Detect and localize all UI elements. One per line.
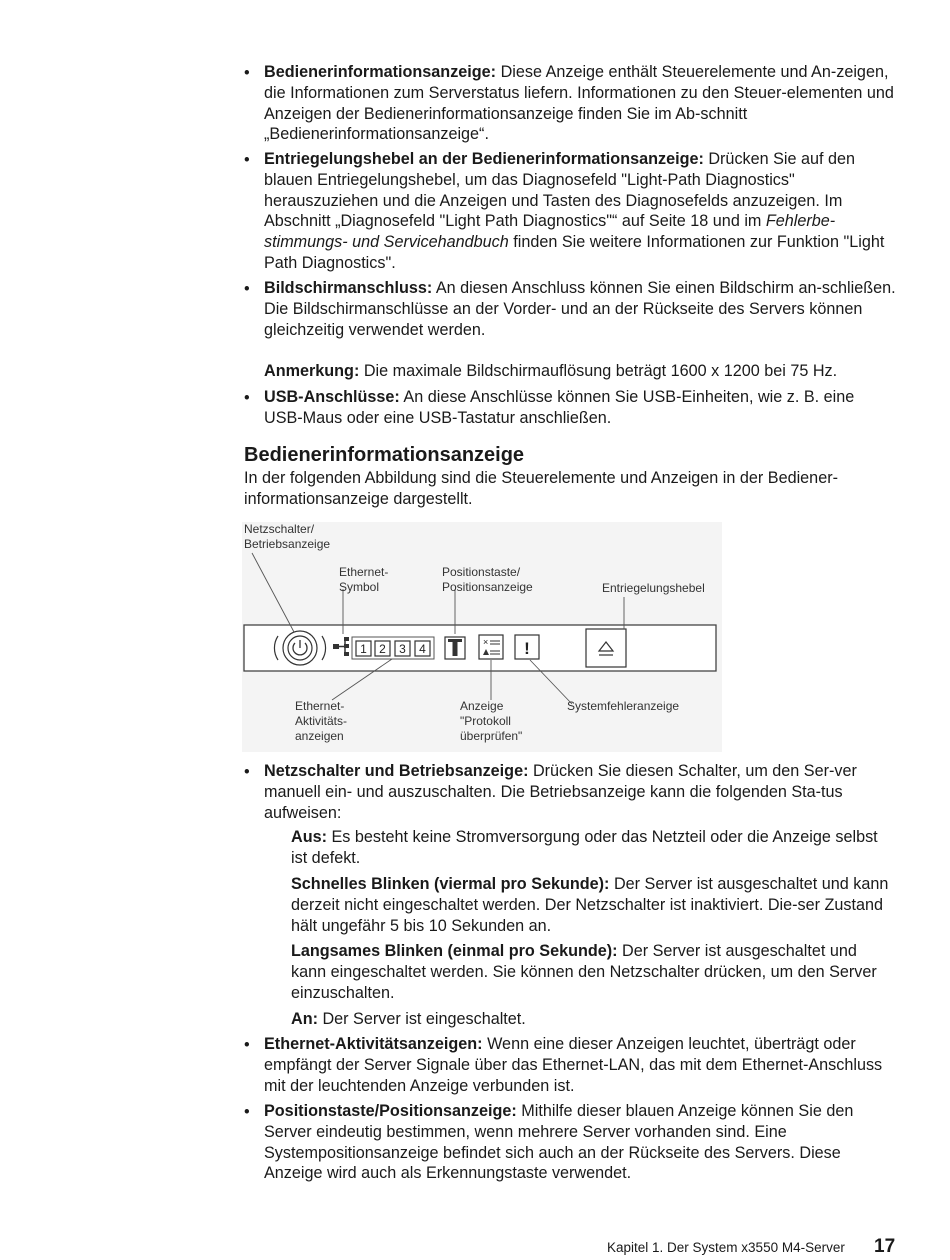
- label-ethernet-symbol: Ethernet- Symbol: [339, 565, 389, 594]
- note: [264, 361, 896, 382]
- item-text: Mithilfe dieser blauen Anzeige können Sie den Server eindeutig bestimmen, wenn mehrere Server vorhanden sind. Eine Systempositionsanzeige befindet sich auch an der Rückseite des Servers. Diese Anzeige wird auch als Erkennungstaste verwendet.: [264, 1102, 854, 1183]
- state-text: Der Server ist ausgeschaltet und kann eingeschaltet werden. Sie können den Netzschalter drücken, um den Server einzuschalten.: [291, 942, 877, 1002]
- item-text: An diese Anschlüsse können Sie USB-Einheiten, wie z. B. eine USB-Maus oder eine USB-Tastatur anschließen.: [264, 388, 855, 427]
- release-latch-icon[interactable]: [586, 629, 626, 667]
- label-release-latch: Entriegelungshebel: [602, 581, 705, 595]
- label-system-error: Systemfehleranzeige: [567, 699, 680, 713]
- item-term: Bedienerinformationsanzeige:: [264, 63, 497, 81]
- bullet-mark: •: [244, 1036, 250, 1054]
- label-ethernet-activity: Ethernet- Aktivitäts- anzeigen: [295, 699, 348, 743]
- label-power: Netzschalter/ Betriebsanzeige: [244, 522, 331, 551]
- item-text: finden Sie weitere Informationen zur Funktion "Light Path Diagnostics".: [264, 233, 885, 272]
- item-term: Ethernet-Aktivitätsanzeigen:: [264, 1035, 483, 1053]
- svg-text:3: 3: [399, 642, 406, 656]
- footer-chapter: Kapitel 1. Der System x3550 M4-Server: [607, 1240, 845, 1255]
- note-text: Die maximale Bildschirmauflösung beträgt 1600 x 1200 bei 75 Hz.: [359, 362, 838, 380]
- item-term: Entriegelungshebel an der Bedienerinformationsanzeige:: [264, 150, 704, 168]
- ethernet-led-4: [415, 641, 430, 656]
- state-term: Aus:: [291, 828, 327, 846]
- svg-text:1: 1: [360, 642, 367, 656]
- list-item: [264, 62, 896, 145]
- check-log-led-icon: [479, 635, 503, 659]
- item-text: Wenn eine dieser Anzeigen leuchtet, überträgt oder empfängt der Server Signale über das Ethernet-LAN, das mit dem Ethernet-Anschluss mit der leuchtenden Anzeige verbunden ist.: [264, 1035, 883, 1095]
- ethernet-led-2: [375, 641, 390, 656]
- note-term: Anmerkung:: [264, 362, 360, 380]
- list-item: [264, 761, 896, 823]
- list-item: [264, 278, 896, 340]
- bullet-mark: •: [244, 151, 250, 169]
- state-term: Schnelles Blinken (viermal pro Sekunde):: [291, 875, 610, 893]
- state-item: [291, 1009, 896, 1030]
- bullet-mark: •: [244, 763, 250, 781]
- item-term: Netzschalter und Betriebsanzeige:: [264, 762, 529, 780]
- bullet-mark: •: [244, 389, 250, 407]
- item-term: Bildschirmanschluss:: [264, 279, 433, 297]
- svg-text:×: ×: [483, 637, 489, 647]
- bullet-mark: •: [244, 64, 250, 82]
- svg-text:4: 4: [419, 642, 426, 656]
- svg-text:!: !: [524, 639, 530, 658]
- page-number: 17: [874, 1236, 896, 1257]
- item-italic: Fehlerbe-stimmungs- und Servicehandbuch: [264, 212, 836, 252]
- item-text: Diese Anzeige enthält Steuerelemente und An-zeigen, die Informationen zum Serverstatus liefern. Informationen zu den Steuer-elementen und Anzeigen der Bedienerinformationsanzeige finden Sie im Ab-schnitt „Bedienerinformationsanzeige“.: [264, 63, 894, 144]
- list-item: [264, 149, 896, 274]
- state-term: Langsames Blinken (einmal pro Sekunde):: [291, 942, 618, 960]
- section-intro: In der folgenden Abbildung sind die Steuerelemente und Anzeigen in der Bediener-informationsanzeige dargestellt.: [244, 469, 838, 508]
- item-text: An diesen Anschluss können Sie einen Bildschirm an-schließen. Die Bildschirmanschlüsse an der Vorder- und an der Rückseite des Servers können gleichzeitig verwendet werden.: [264, 279, 896, 339]
- operator-panel-figure: [242, 522, 722, 752]
- state-text: Der Server ist ausgeschaltet und kann derzeit nicht eingeschaltet werden. Der Netzschalter ist inaktiviert. Die-ser Zustand hält ungefähr 5 bis 10 Sekunden an.: [291, 875, 889, 935]
- state-term: An:: [291, 1010, 318, 1028]
- item-term: Positionstaste/Positionsanzeige:: [264, 1102, 517, 1120]
- list-item: [264, 1034, 896, 1096]
- state-item: [291, 941, 896, 1003]
- state-text: Der Server ist eingeschaltet.: [317, 1010, 526, 1028]
- item-text: Drücken Sie diesen Schalter, um den Ser-ver manuell ein- und auszuschalten. Die Betriebsanzeige kann die folgenden Sta-tus aufweisen:: [264, 762, 857, 822]
- bullet-mark: •: [244, 1103, 250, 1121]
- locator-button-icon: [445, 637, 465, 659]
- label-locator: Positionstaste/ Positionsanzeige: [442, 565, 533, 594]
- ethernet-led-1: [356, 641, 371, 656]
- section-heading: Bedienerinformationsanzeige: [244, 444, 525, 466]
- system-error-led-icon: [515, 635, 539, 659]
- list-item: [264, 387, 896, 429]
- state-item: [291, 874, 896, 936]
- state-text: Es besteht keine Stromversorgung oder das Netzteil oder die Anzeige selbst ist defekt.: [291, 828, 878, 867]
- svg-text:2: 2: [379, 642, 386, 656]
- ethernet-led-3: [395, 641, 410, 656]
- item-term: USB-Anschlüsse:: [264, 388, 400, 406]
- list-item: [264, 1101, 896, 1184]
- item-text: Drücken Sie auf den blauen Entriegelungshebel, um das Diagnosefeld "Light-Path Diagnostics" herauszuziehen und die Anzeigen und Tasten des Diagnosefelds anzuzeigen. Im Abschnitt „Diagnosefeld "Light Path Diagnostics"“ auf Seite 18 und im: [264, 150, 856, 231]
- state-item: [291, 827, 896, 869]
- bullet-mark: •: [244, 280, 250, 298]
- label-check-log: Anzeige "Protokoll überprüfen": [460, 699, 523, 743]
